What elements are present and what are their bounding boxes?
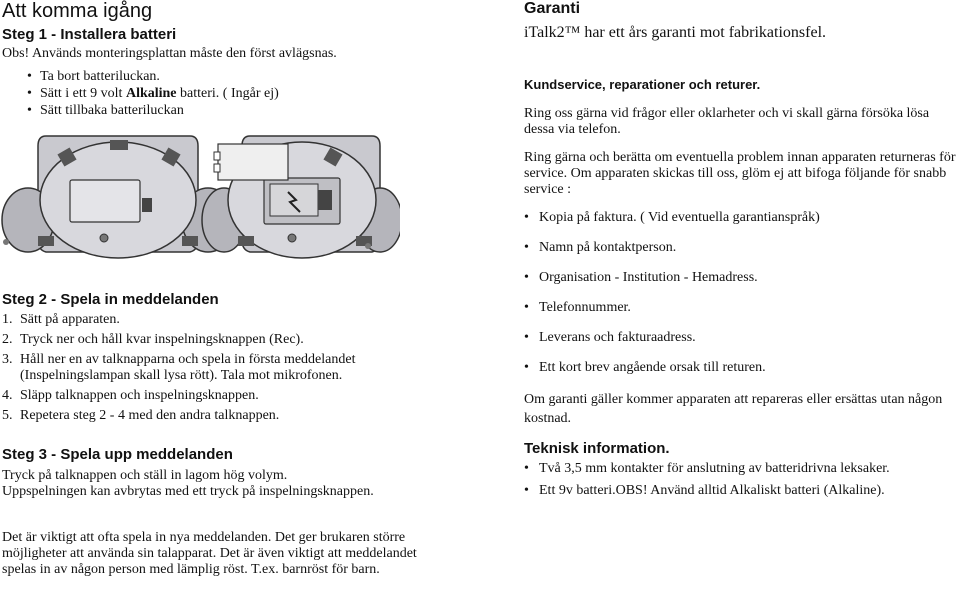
device-back-closed <box>2 136 234 258</box>
teknisk-list <box>524 461 954 505</box>
list-item: • Telefonnummer. <box>524 300 954 330</box>
step3-heading: Steg 3 - Spela upp meddelanden <box>2 446 233 463</box>
step1-note: Obs! Används monteringsplattan måste den först avlägsnas. <box>2 46 337 61</box>
step3-line1: Tryck på talknappen och ställ in lagom hög volym. <box>2 468 288 483</box>
repair-note: Om garanti gäller kommer apparaten att repareras eller ersättas utan någon kostnad. <box>524 392 943 426</box>
list-item: 5. Repetera steg 2 - 4 med den andra talknappen. <box>2 408 280 423</box>
kundservice-p2: Ring gärna och berätta om eventuella problem innan apparaten returneras för service. Om apparaten skickas till oss, glöm ej att bifoga följande för snabb service : <box>524 150 956 197</box>
bottom-note: Det är viktigt att ofta spela in nya meddelanden. Det ger brukaren större möjligheter att använda sin talapparat. Det är även viktigt att meddelandet spelas in av någon person med lämplig röst. T.ex. barnröst för barn. <box>2 530 417 577</box>
device-illustration <box>0 120 400 280</box>
step2-list <box>2 312 397 424</box>
device-back-open <box>202 136 400 258</box>
step3-line2: Uppspelningen kan avbrytas med ett tryck på inspelningsknappen. <box>2 484 374 499</box>
service-checklist <box>524 210 954 390</box>
list-item: • Ett 9v batteri.OBS! Använd alltid Alkaliskt batteri (Alkaline). <box>524 483 954 505</box>
list-item: • Organisation - Institution - Hemadress. <box>524 270 954 300</box>
list-item: • Ett kort brev angående orsak till returen. <box>524 360 954 390</box>
step1-bullet: • Sätt i ett 9 volt Alkaline batteri. ( Ingår ej) <box>24 85 279 102</box>
step2-heading: Steg 2 - Spela in meddelanden <box>2 291 219 308</box>
garanti-text: iTalk2™ har ett års garanti mot fabrikationsfel. <box>524 24 827 41</box>
step1-bullet: • Sätt tillbaka batteriluckan <box>24 102 279 119</box>
garanti-heading: Garanti <box>524 0 581 17</box>
list-item: • Namn på kontaktperson. <box>524 240 954 270</box>
list-item: 3. Håll ner en av talknapparna och spela in första meddelandet (Inspelningslampan skall lysa rött). Tala mot mikrofonen. <box>2 352 356 383</box>
list-item: 4. Släpp talknappen och inspelningsknappen. <box>2 388 259 403</box>
list-item: 1. Sätt på apparaten. <box>2 312 120 327</box>
step1-heading: Steg 1 - Installera batteri <box>2 26 177 43</box>
kundservice-p1: Ring oss gärna vid frågor eller oklarheter och vi skall gärna försöka lösa dessa via telefon. <box>524 106 930 137</box>
page-title: Att komma igång <box>2 0 153 22</box>
list-item: • Två 3,5 mm kontakter för anslutning av batteridrivna leksaker. <box>524 461 954 483</box>
teknisk-heading: Teknisk information. <box>524 440 670 457</box>
list-item: 2. Tryck ner och håll kvar inspelningsknappen (Rec). <box>2 332 304 347</box>
list-item: • Leverans och fakturaadress. <box>524 330 954 360</box>
step1-bullet: • Ta bort batteriluckan. <box>24 68 279 85</box>
step1-bullets <box>24 68 279 119</box>
list-item: • Kopia på faktura. ( Vid eventuella garantianspråk) <box>524 210 954 240</box>
kundservice-heading: Kundservice, reparationer och returer. <box>524 77 761 92</box>
